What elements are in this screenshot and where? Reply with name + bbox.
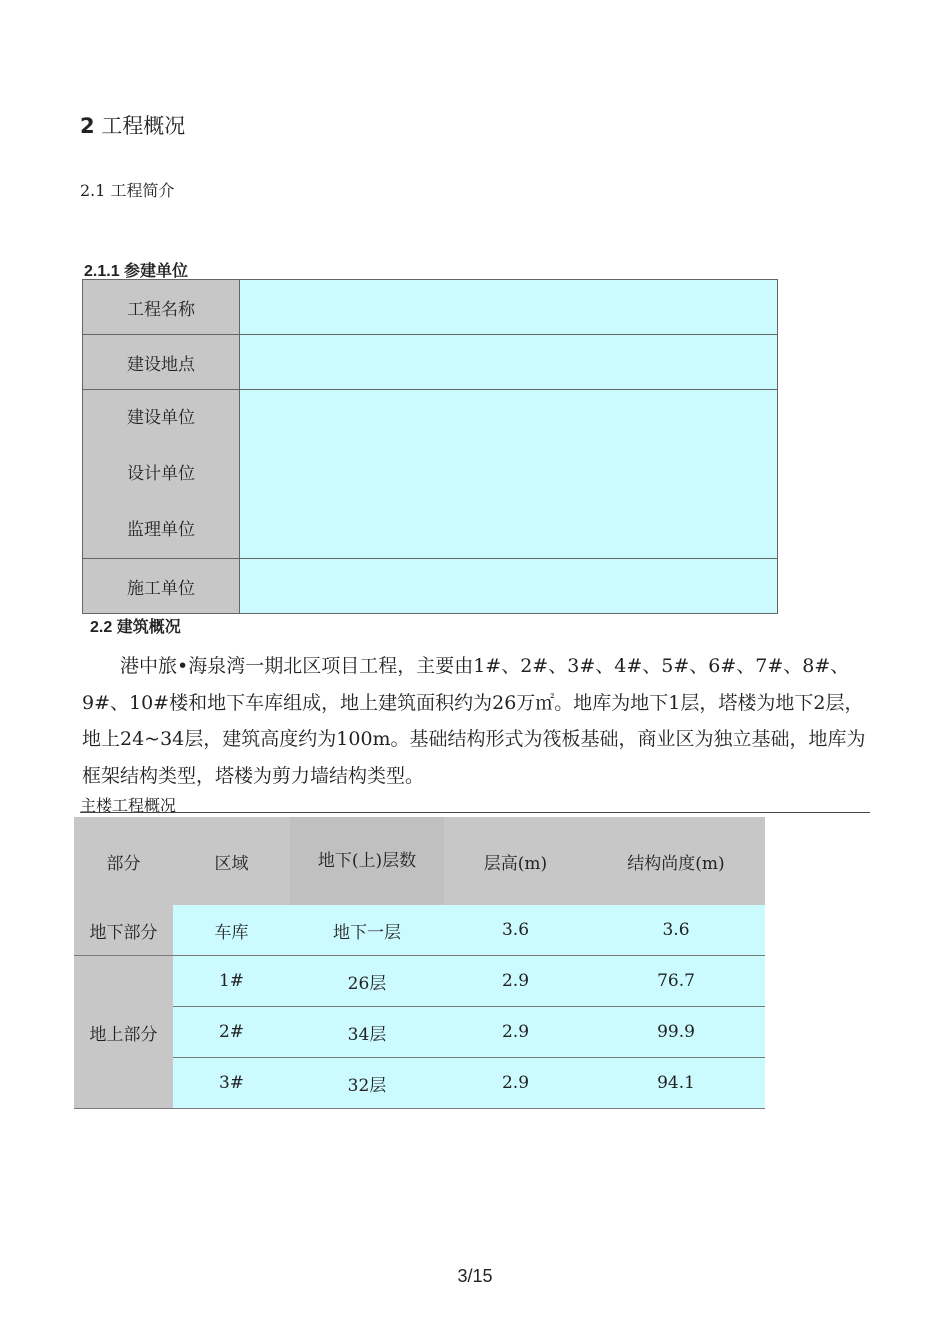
- section-title: 工程概况: [101, 114, 186, 138]
- paragraph-text: 港中旅•海泉湾一期北区项目工程，主要由1#、2#、3#、4#、5#、6#、7#、8#、9#、10#楼和地下车库组成，地上建筑面积约为26万㎡。地库为地下1层，塔楼为地下2层，地上24~34层，建筑高度约为100m。基础结构形式为筏板基础，商业区为独立基础，地库为框架结构类型，塔楼为剪力墙结构类型。: [82, 655, 866, 787]
- table-row: [74, 905, 765, 956]
- table-caption: 主楼工程概况: [80, 796, 177, 815]
- row-value: [240, 390, 778, 559]
- row-value: [240, 559, 778, 614]
- table-cell: 99.9: [587, 1007, 765, 1058]
- caption-rule: [80, 812, 870, 813]
- row-label: 建设单位: [127, 408, 195, 428]
- table-cell: 2.9: [444, 1058, 587, 1109]
- table-row: [83, 335, 778, 390]
- row-value: [240, 335, 778, 390]
- table-row: [74, 956, 765, 1007]
- table-cell: 1#: [173, 956, 290, 1007]
- table-row: [74, 1007, 765, 1058]
- table-cell: 34层: [290, 1007, 444, 1058]
- header-cell: 区域: [173, 817, 290, 905]
- row-label: 设计单位: [127, 464, 195, 484]
- group-cell: 地上部分: [74, 956, 173, 1109]
- section-number: 2: [80, 114, 95, 138]
- table-cell: 76.7: [587, 956, 765, 1007]
- row-label-group: [83, 390, 240, 559]
- table-cell: 车库: [173, 905, 290, 956]
- header-cell: 层高(m): [444, 817, 587, 905]
- section-heading: [80, 110, 185, 140]
- table-cell: 3#: [173, 1058, 290, 1109]
- row-label: 施工单位: [83, 559, 240, 614]
- table-cell: 3.6: [587, 905, 765, 956]
- table-cell: 2#: [173, 1007, 290, 1058]
- row-label: 工程名称: [83, 280, 240, 335]
- group-cell: 地下部分: [74, 905, 173, 956]
- table-cell: 94.1: [587, 1058, 765, 1109]
- table-cell: 2.9: [444, 1007, 587, 1058]
- building-description: [82, 648, 872, 794]
- table-cell: 2.9: [444, 956, 587, 1007]
- header-row: [74, 817, 765, 905]
- header-cell: 结构尚度(m): [587, 817, 765, 905]
- table-row: [83, 280, 778, 335]
- table-row: [83, 559, 778, 614]
- table-cell: 地下一层: [290, 905, 444, 956]
- header-cell: 地下(上)层数: [290, 817, 444, 905]
- page-number: 3/15: [457, 1266, 493, 1286]
- table-row: [74, 1058, 765, 1109]
- header-cell: 部分: [74, 817, 173, 905]
- participants-heading: 2.1.1 参建单位: [84, 263, 189, 280]
- row-label: 建设地点: [83, 335, 240, 390]
- table-cell: 26层: [290, 956, 444, 1007]
- row-value: [240, 280, 778, 335]
- subsection-heading: 2.1 工程简介: [80, 181, 175, 200]
- row-label: 监理单位: [127, 520, 195, 540]
- main-building-table: [74, 817, 765, 1109]
- table-cell: 32层: [290, 1058, 444, 1109]
- table-cell: 3.6: [444, 905, 587, 956]
- table-row: [83, 390, 778, 559]
- building-heading: 2.2 建筑概况: [90, 619, 181, 636]
- participants-table: [82, 279, 778, 614]
